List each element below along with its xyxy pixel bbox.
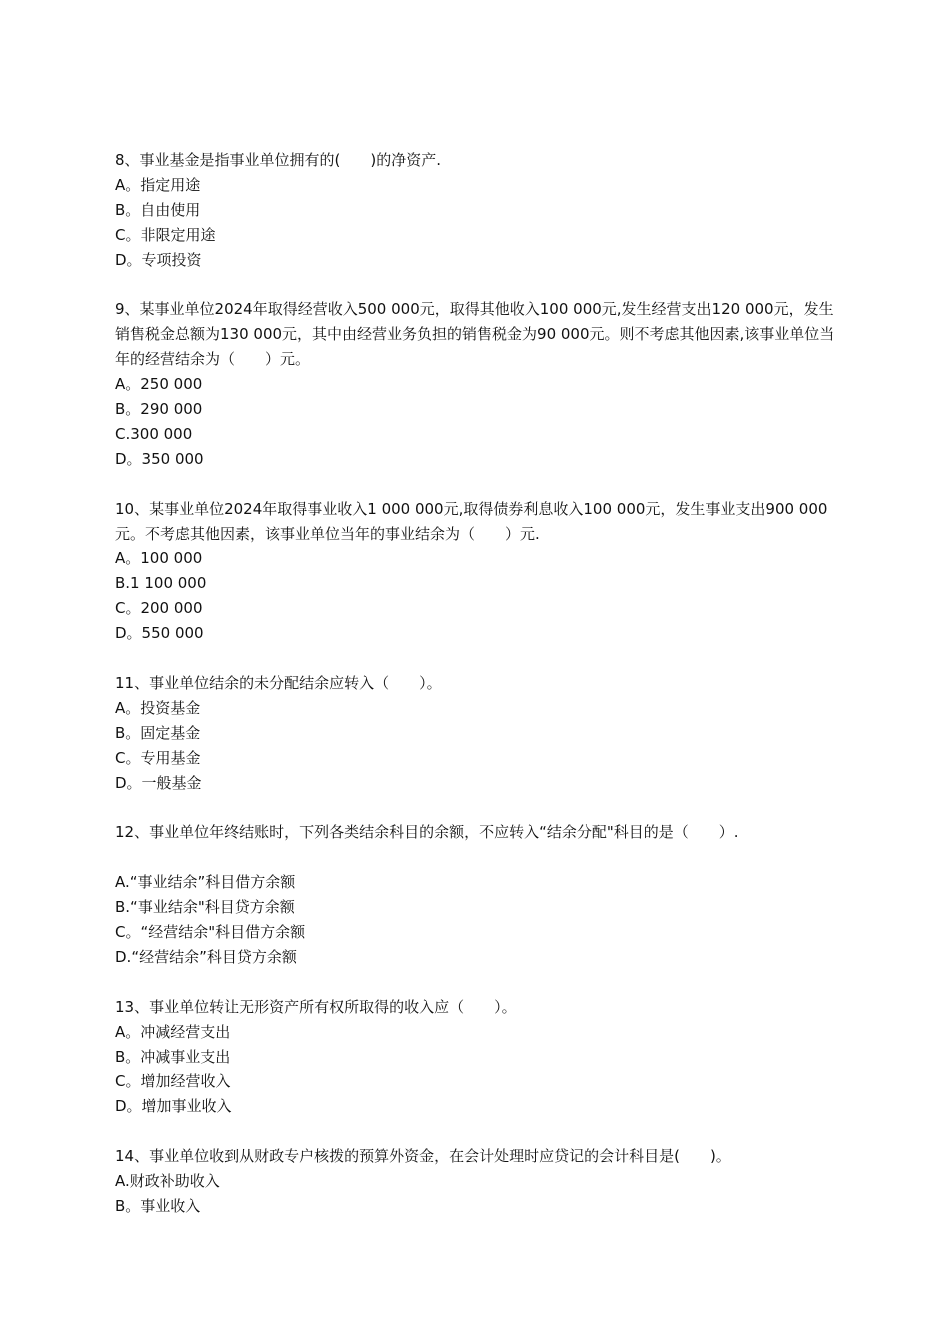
- option-d: D。一般基金: [115, 773, 202, 792]
- option-a: A。250 000: [115, 375, 203, 394]
- option-a: A。投资基金: [115, 698, 201, 717]
- option-b: B.“事业结余"科目贷方余额: [115, 898, 295, 917]
- option-a: A。冲减经营支出: [115, 1022, 231, 1041]
- option-c: C。专用基金: [115, 748, 201, 767]
- option-c: C。200 000: [115, 599, 203, 618]
- question-stem: 14、事业单位收到从财政专户核拨的预算外资金，在会计处理时应贷记的会计科目是( )。: [115, 1147, 731, 1166]
- question-11: [115, 671, 835, 796]
- option-b: B。事业收入: [115, 1196, 201, 1215]
- question-list: [115, 148, 835, 1244]
- option-a: A。指定用途: [115, 175, 201, 194]
- question-stem: 13、事业单位转让无形资产所有权所取得的收入应（ ）。: [115, 997, 517, 1016]
- option-d: D.“经营结余”科目贷方余额: [115, 947, 297, 966]
- option-d: D。350 000: [115, 449, 204, 468]
- option-b: B。290 000: [115, 400, 203, 419]
- option-b: B。自由使用: [115, 200, 201, 219]
- question-9: [115, 297, 835, 471]
- option-b: B.1 100 000: [115, 574, 207, 593]
- option-a: A.财政补助收入: [115, 1172, 220, 1191]
- question-8: [115, 148, 835, 273]
- option-d: D。专项投资: [115, 250, 202, 269]
- question-stem: 9、某事业单位2024年取得经营收入500 000元，取得其他收入100 000元,发生经营支出120 000元，发生销售税金总额为130 000元，其中由经营业务负担的销售税金为90 000元。则不考虑其他因素,该事业单位当年的经营结余为（ ）元。: [115, 300, 835, 369]
- option-b: B。固定基金: [115, 723, 201, 742]
- question-14: [115, 1144, 835, 1219]
- option-c: C。“经营结余"科目借方余额: [115, 923, 306, 942]
- question-stem: 8、事业基金是指事业单位拥有的( )的净资产.: [115, 151, 442, 169]
- option-d: D。增加事业收入: [115, 1097, 232, 1116]
- question-stem: 10、某事业单位2024年取得事业收入1 000 000元,取得债券利息收入100 000元，发生事业支出900 000元。不考虑其他因素，该事业单位当年的事业结余为（ ）元.: [115, 499, 828, 543]
- option-c: C.300 000: [115, 424, 193, 443]
- option-c: C。非限定用途: [115, 225, 216, 244]
- question-13: [115, 995, 835, 1120]
- question-stem: 11、事业单位结余的未分配结余应转入（ ）。: [115, 673, 442, 692]
- option-c: C。增加经营收入: [115, 1072, 231, 1091]
- option-a: A。100 000: [115, 549, 203, 568]
- option-a: A.“事业结余”科目借方余额: [115, 873, 296, 892]
- question-stem: 12、事业单位年终结账时，下列各类结余科目的余额，不应转入“结余分配"科目的是（ ）.: [115, 823, 739, 842]
- question-12: [115, 820, 835, 969]
- option-b: B。冲减事业支出: [115, 1047, 231, 1066]
- option-d: D。550 000: [115, 624, 204, 643]
- question-10: [115, 497, 835, 646]
